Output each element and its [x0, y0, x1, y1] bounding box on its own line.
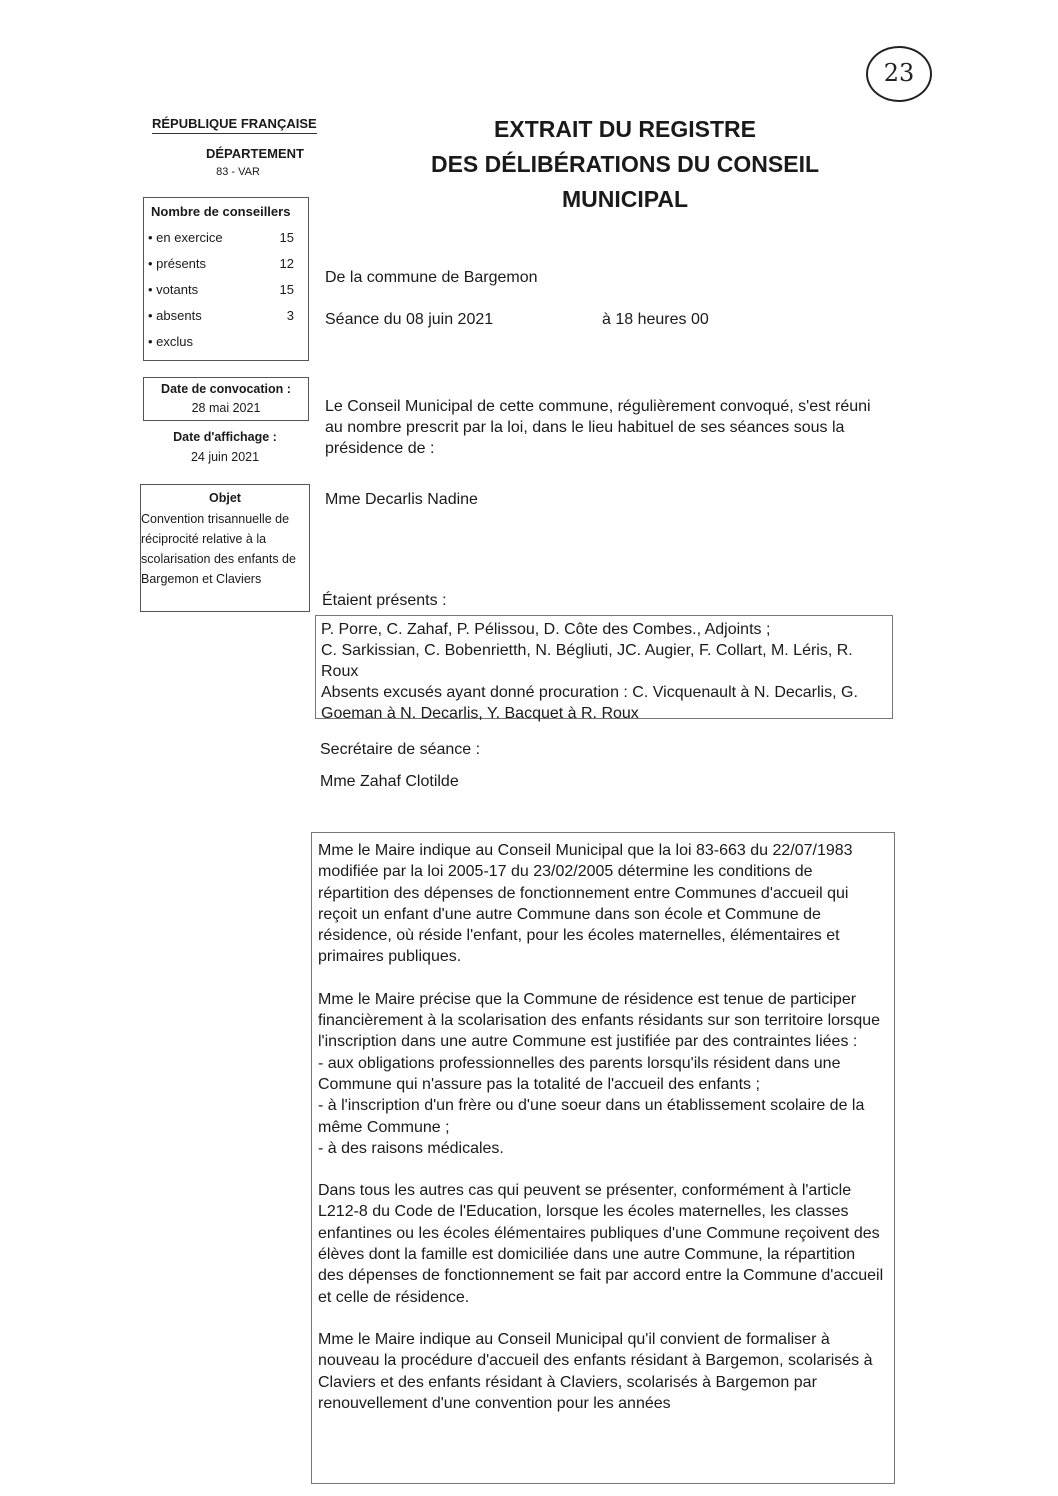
row-label: • absents	[148, 308, 202, 323]
departement-label: DÉPARTEMENT	[206, 146, 304, 161]
objet-text: Convention trisannuelle de réciprocité relative à la scolarisation des enfants de Bargemon et Claviers	[141, 512, 296, 586]
row-label: • exclus	[148, 334, 194, 349]
presents-adjoints: P. Porre, C. Zahaf, P. Pélissou, D. Côte des Combes., Adjoints ;	[321, 621, 771, 638]
conseillers-box	[143, 197, 309, 361]
presents-label: Étaient présents :	[322, 592, 447, 609]
secretaire-name: Mme Zahaf Clotilde	[320, 773, 459, 790]
conseillers-row	[144, 280, 308, 306]
affichage-date: 24 juin 2021	[190, 450, 260, 464]
convocation-label: Date de convocation :	[161, 382, 291, 396]
conseillers-row	[144, 254, 308, 280]
affichage-block	[143, 430, 307, 464]
presents-box	[315, 615, 893, 722]
p2-item-2: - à l'inscription d'un frère ou d'une soeur dans un établissement scolaire de la même Commune ;	[318, 1097, 865, 1136]
row-value: 15	[279, 230, 294, 245]
page-number: 23	[866, 46, 932, 102]
convocation-box	[143, 377, 309, 421]
departement-code: 83 - VAR	[216, 166, 260, 178]
body-paragraph-2	[318, 989, 884, 1159]
conseillers-heading: Nombre de conseillers	[151, 204, 291, 219]
seance-date: Séance du 08 juin 2021	[325, 311, 494, 328]
seance-time: à 18 heures 00	[602, 311, 709, 328]
p2-item-1: - aux obligations professionnelles des parents lorsqu'ils résident dans une Commune qui n'assure pas la totalité de l'accueil des enfants ;	[318, 1054, 841, 1093]
row-value: 3	[286, 308, 294, 323]
title-line-1: EXTRAIT DU REGISTRE	[494, 116, 756, 142]
body-paragraph-4: Mme le Maire indique au Conseil Municipal qu'il convient de formaliser à nouveau la procédure d'accueil des enfants résidant à Bargemon, scolarisés à Claviers et des enfants résidant à Claviers, scolarisés à Bargemon par renouvellement d'une convention pour les années	[318, 1330, 873, 1412]
row-label: • présents	[148, 256, 207, 271]
presidence-name: Mme Decarlis Nadine	[325, 491, 478, 508]
conseillers-row	[144, 332, 308, 358]
objet-label: Objet	[209, 491, 241, 505]
conseillers-row	[144, 306, 308, 332]
conseillers-row	[144, 228, 308, 254]
p2-intro: Mme le Maire précise que la Commune de résidence est tenue de participer financièrement à la scolarisation des enfants résidants sur son territoire lorsque l'inscription dans une autre Commune est justifiée par des contraintes liées :	[318, 990, 881, 1051]
objet-box	[140, 484, 310, 612]
convocation-date: 28 mai 2021	[191, 401, 261, 415]
body-paragraph-1: Mme le Maire indique au Conseil Municipal que la loi 83-663 du 22/07/1983 modifiée par la loi 2005-17 du 23/02/2005 détermine les conditions de répartition des dépenses de fonctionnement entre Communes d'accueil qui reçoit un enfant d'une autre Commune dans son école et Commune de résidence, où réside l'enfant, pour les écoles maternelles, élémentaires et primaires publiques.	[318, 842, 853, 966]
title-line-3: MUNICIPAL	[561, 186, 689, 212]
body-paragraph-3: Dans tous les autres cas qui peuvent se présenter, conformément à l'article L212-8 du Code de l'Education, lorsque les écoles maternelles, les classes enfantines ou les écoles élémentaires publiques d'une Commune reçoivent des élèves dont la famille est domiciliée dans une autre Commune, la répartition des dépenses de fonctionnement se fait par accord entre la Commune d'accueil et celle de résidence.	[318, 1182, 884, 1306]
p2-item-3: - à des raisons médicales.	[318, 1139, 504, 1157]
commune-line: De la commune de Bargemon	[325, 269, 538, 286]
row-label: • en exercice	[148, 230, 223, 245]
deliberation-body	[311, 832, 895, 1484]
republique-label: RÉPUBLIQUE FRANÇAISE	[152, 116, 317, 134]
row-label: • votants	[148, 282, 199, 297]
row-value: 15	[279, 282, 294, 297]
title-line-2: DES DÉLIBÉRATIONS DU CONSEIL	[430, 151, 820, 177]
presents-conseillers: C. Sarkissian, C. Bobenrietth, N. Bégliuti, JC. Augier, F. Collart, M. Léris, R. Roux	[321, 642, 853, 680]
secretaire-label: Secrétaire de séance :	[320, 741, 481, 758]
absents-procuration: Absents excusés ayant donné procuration : C. Vicquenault à N. Decarlis, G. Goeman à N. Decarlis, Y. Bacquet à R. Roux	[321, 684, 858, 722]
row-value: 12	[279, 256, 294, 271]
document-title	[400, 112, 850, 217]
intro-paragraph: Le Conseil Municipal de cette commune, régulièrement convoqué, s'est réuni au nombre prescrit par la loi, dans le lieu habituel de ses séances sous la présidence de :	[325, 398, 871, 457]
affichage-label: Date d'affichage :	[173, 430, 277, 444]
